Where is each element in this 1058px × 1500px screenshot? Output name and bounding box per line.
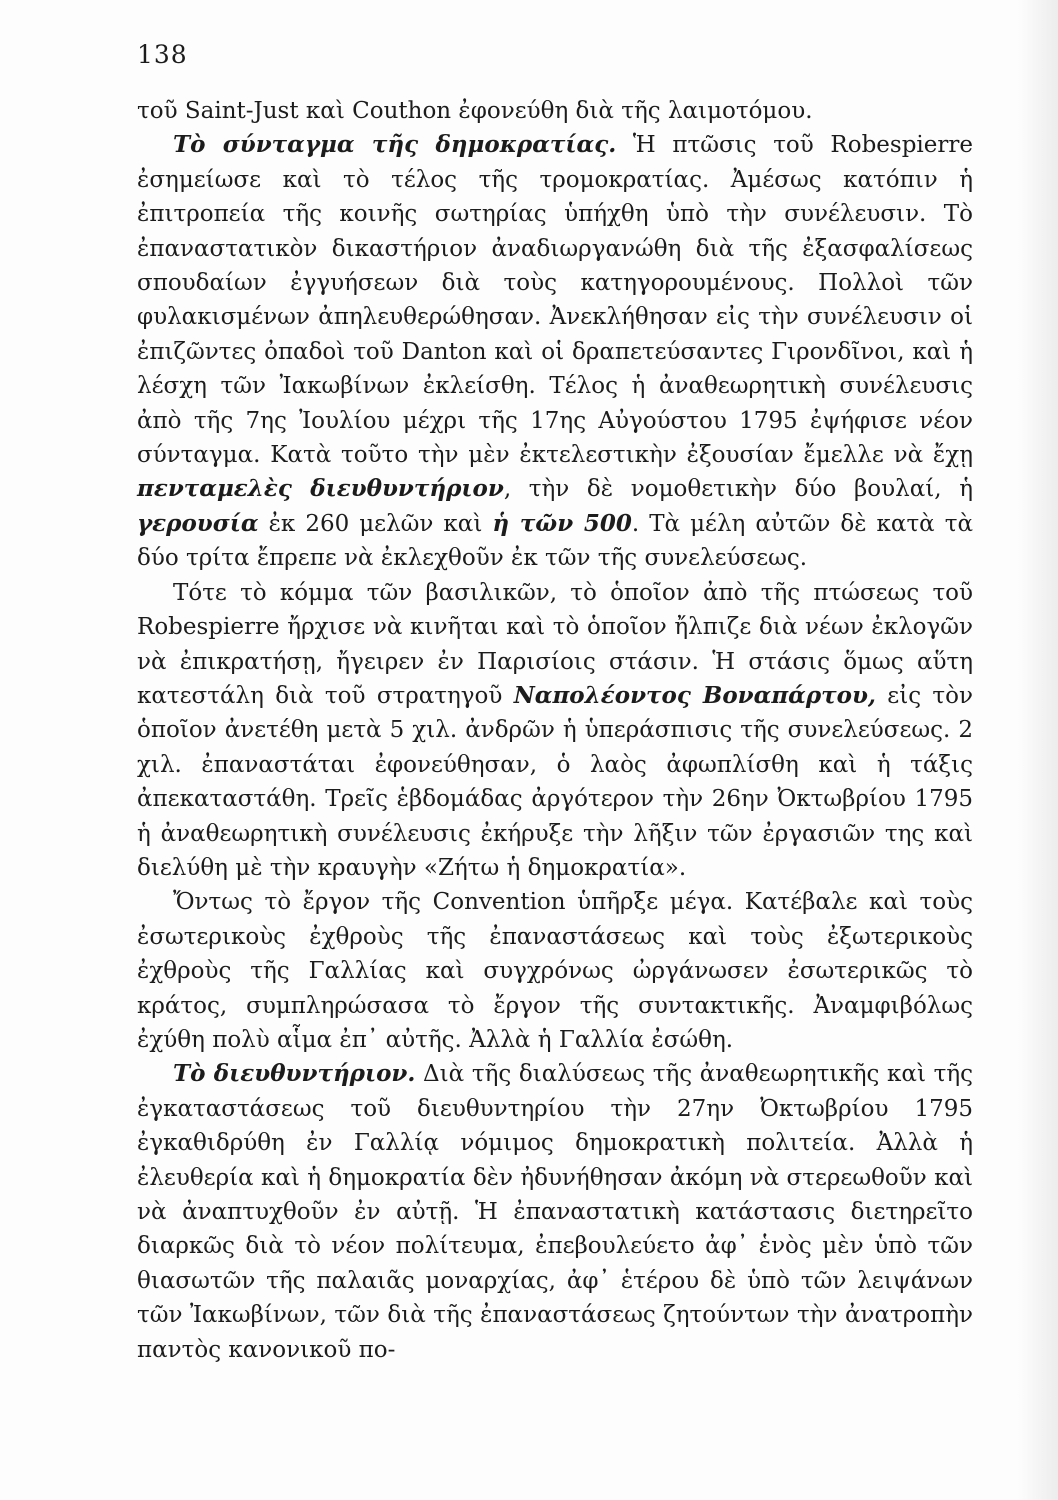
paragraph-text: Ὄντως τὸ ἔργον τῆς Convention ὑπῆρξε μέγα. Κατέβαλε καὶ τοὺς ἐσωτερικοὺς ἐχθροὺς τῆς ἐπαναστάσεως καὶ τοὺς ἐξωτερικοὺς ἐχθροὺς τῆς Γαλλίας καὶ συγχρόνως ὠργάνωσεν ἐσωτερικῶς τὸ κράτος, συμπληρώσασα τὸ ἔργον τῆς συντακτικῆς. Ἀναμφιβόλως ἐχύθη πολὺ αἷμα ἐπ᾿ αὐτῆς. Ἀλλὰ ἡ Γαλλία ἐσώθη.	[137, 889, 973, 1053]
paragraph-directory	[137, 1057, 973, 1367]
paragraph-continuation	[137, 94, 973, 128]
paragraph-text: ἐκ 260 μελῶν καὶ	[258, 510, 493, 537]
paragraph-text: Ἡ πτῶσις τοῦ Robespierre ἐσημείωσε καὶ τὸ τέλος τῆς τρομοκρατίας. Ἀμέσως κατόπιν ἡ ἐπιτροπεία τῆς κοινῆς σωτηρίας ὑπήχθη ὑπὸ τὴν συνέλευσιν. Τὸ ἐπαναστατικὸν δικαστήριον ἀναδιωργανώθη διὰ τῆς ἐξασφαλίσεως σπουδαίων ἐγγυήσεων διὰ τοὺς κατηγορουμένους. Πολλοὶ τῶν φυλακισμένων ἀπηλευθερώθησαν. Ἀνεκλήθησαν εἰς τὴν συνέλευσιν οἱ ἐπιζῶντες ὀπαδοὶ τοῦ Danton καὶ οἱ δραπετεύσαντες Γιρονδῖνοι, καὶ ἡ λέσχη τῶν Ἰακωβίνων ἐκλείσθη. Τέλος ἡ ἀναθεωρητικὴ συνέλευσις ἀπὸ τῆς 7ης Ἰουλίου μέχρι τῆς 17ης Αὐγούστου 1795 ἐψήφισε νέον σύνταγμα. Κατὰ τοῦτο τὴν μὲν ἐκτελεστικὴν ἐξουσίαν ἔμελλε νὰ ἔχῃ	[137, 132, 973, 469]
paragraph-text: , τὴν δὲ νομοθετικὴν δύο βουλαί, ἡ	[503, 476, 974, 503]
paragraph-constitution	[137, 128, 973, 575]
paragraph-text: Διὰ τῆς διαλύσεως τῆς ἀναθεωρητικῆς καὶ τῆς ἐγκαταστάσεως τοῦ διευθυντηρίου τὴν 27ην Ὀκτωβρίου 1795 ἐγκαθιδρύθη ἐν Γαλλίᾳ νόμιμος δημοκρατικὴ πολιτεία. Ἀλλὰ ἡ ἐλευθερία καὶ ἡ δημοκρατία δὲν ἠδυνήθησαν ἀκόμη νὰ στερεωθοῦν καὶ νὰ ἀναπτυχθοῦν ἐν αὐτῇ. Ἡ ἐπαναστατικὴ κατάστασις διετηρεῖτο διαρκῶς διὰ τὸ νέον πολίτευμα, ἐπεβουλεύετο ἀφ᾿ ἑνὸς μὲν ὑπὸ τῶν θιασωτῶν τῆς παλαιᾶς μοναρχίας, ἀφ᾿ ἑτέρου δὲ ὑπὸ τῶν λειψάνων τῶν Ἰακωβίνων, τῶν διὰ τῆς ἐπαναστάσεως ζητούντων τὴν ἀνατροπὴν παντὸς κανονικοῦ πο-	[137, 1061, 973, 1363]
emphasis-council-500: ἡ τῶν 500	[492, 509, 632, 537]
emphasis-napoleon: Ναπολέοντος Βοναπάρτου,	[513, 681, 876, 709]
page-number: 138	[137, 40, 188, 69]
paragraph-convention	[137, 885, 973, 1057]
paragraph-text: τοῦ Saint-Just καὶ Couthon ἐφονεύθη διὰ τῆς λαιμοτόμου.	[137, 98, 813, 124]
page-edge-shadow	[1018, 0, 1058, 1500]
emphasis-senate: γερουσία	[137, 509, 259, 537]
paragraph-text: εἰς τὸν ὁποῖον ἀνετέθη μετὰ 5 χιλ. ἀνδρῶν ἡ ὑπεράσπισις τῆς συνελεύσεως. 2 χιλ. ἐπαναστάται ἐφονεύθησαν, ὁ λαὸς ἀφωπλίσθη καὶ ἡ τάξις ἀπεκαταστάθη. Τρεῖς ἑβδομάδας ἀργότερον τὴν 26ην Ὀκτωβρίου 1795 ἡ ἀναθεωρητικὴ συνέλευσις ἐκήρυξε τὴν λῆξιν τῶν ἐργασιῶν της καὶ διελύθη μὲ τὴν κραυγὴν «Ζήτω ἡ δημοκρατία».	[137, 682, 973, 881]
body-text	[137, 94, 973, 1367]
paragraph-text: Τότε τὸ κόμμα τῶν βασιλικῶν, τὸ ὁποῖον ἀπὸ τῆς πτώσεως τοῦ Robespierre ἤρχισε νὰ κινῆται καὶ τὸ ὁποῖον ἤλπιζε διὰ νέων ἐκλογῶν νὰ ἐπικρατήσῃ, ἤγειρεν ἐν Παρισίοις στάσιν. Ἡ στάσις ὅμως αὕτη κατεστάλη διὰ τοῦ στρατηγοῦ	[137, 579, 973, 709]
section-heading-constitution: Τὸ σύνταγμα τῆς δημοκρατίας.	[173, 131, 617, 159]
emphasis-directory: πενταμελὲς διευθυντήριον	[137, 475, 504, 503]
paragraph-text: . Τὰ μέλη αὐτῶν δὲ κατὰ τὰ δύο τρίτα ἔπρεπε νὰ ἐκλεχθοῦν ἐκ τῶν τῆς συνελεύσεως.	[137, 510, 973, 572]
section-heading-directory: Τὸ διευθυντήριον.	[173, 1060, 416, 1088]
paragraph-royalists	[137, 576, 973, 886]
